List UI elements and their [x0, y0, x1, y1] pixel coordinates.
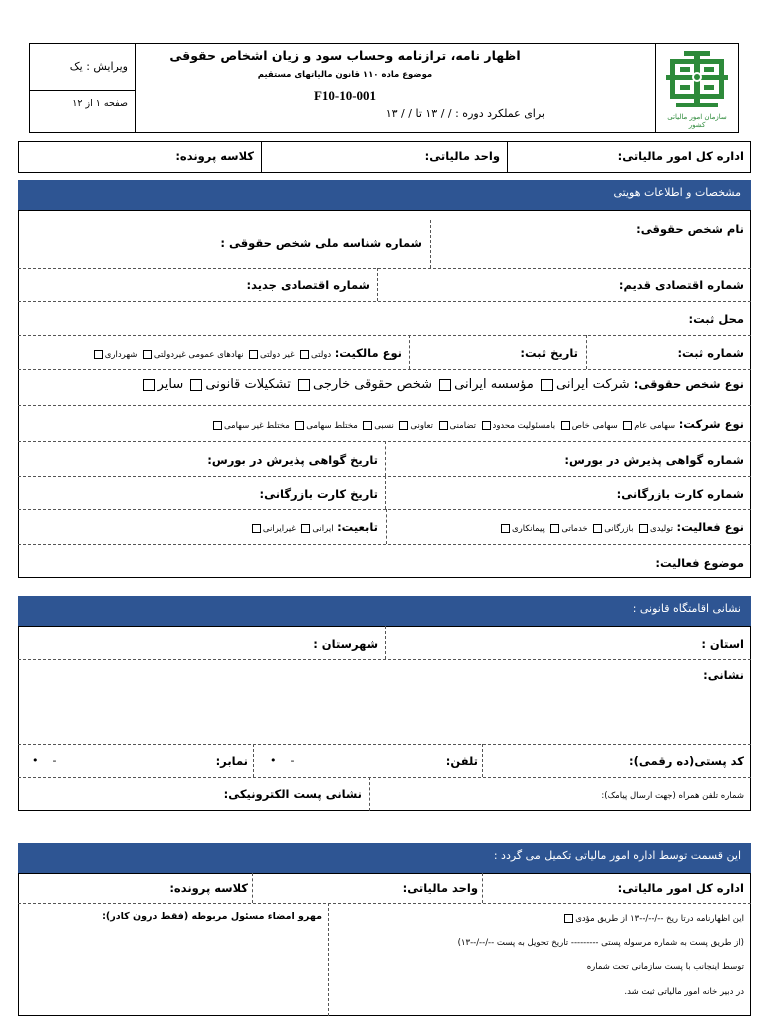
entity-type-checkbox[interactable] [298, 379, 310, 391]
nationality-checkbox[interactable] [252, 524, 261, 533]
company-type-option: نسبی [374, 421, 394, 431]
activity-type-row [499, 520, 744, 534]
company-type-option: سهامی خاص [571, 421, 618, 431]
company-type-row [211, 417, 744, 431]
office-use-general-office[interactable]: اداره کل امور مالیاتی: [617, 881, 744, 895]
nationality-row [250, 520, 378, 534]
legal-name-field[interactable]: نام شخص حقوقی: [636, 222, 744, 236]
fax-dash: - [52, 754, 57, 767]
ownership-checkbox[interactable] [249, 350, 258, 359]
fax-field[interactable]: نمابر: [215, 754, 248, 768]
company-type-option: سهامی عام [634, 421, 676, 431]
page-number: صفحه ۱ از ۱۲ [72, 98, 128, 109]
reg-number-field[interactable]: شماره ثبت: [677, 346, 744, 360]
general-office-field[interactable]: اداره کل امور مالیاتی: [617, 149, 744, 163]
nationality-checkbox[interactable] [301, 524, 310, 533]
company-type-checkbox[interactable] [295, 421, 304, 430]
ownership-checkbox[interactable] [143, 350, 152, 359]
entity-type-checkbox[interactable] [439, 379, 451, 391]
address-section-header: نشانی اقامتگاه قانونی : [18, 596, 751, 626]
entity-type-option: مؤسسه ایرانی [454, 377, 534, 392]
form-title: اظهار نامه، ترازنامه وحساب سود و زیان اشخاص حقوقی [169, 48, 521, 63]
activity-subject-field[interactable]: موضوع فعالیت: [655, 556, 744, 570]
company-type-checkbox[interactable] [213, 421, 222, 430]
entity-type-label: نوع شخص حقوقی: [633, 377, 744, 391]
activity-type-checkbox[interactable] [550, 524, 559, 533]
stamp-signature-area[interactable]: مهرو امضاء مسئول مربوطه (فقط درون کادر): [102, 911, 322, 922]
company-type-checkbox[interactable] [623, 421, 632, 430]
office-use-line-2: (از طریق پست به شماره مرسوله پستی --------- تاریخ تحویل به پست --/--/--۱۳) [457, 938, 744, 948]
commerce-card-date-field[interactable]: تاریخ کارت بازرگانی: [259, 487, 378, 501]
activity-type-checkbox[interactable] [593, 524, 602, 533]
phone-field[interactable]: تلفن: [445, 754, 478, 768]
ownership-option: شهرداری [104, 350, 138, 360]
file-class-field[interactable]: کلاسه پرونده: [175, 149, 254, 163]
activity-type-option: پیمانکاری [512, 524, 545, 534]
ownership-option: نهادهای عمومی غیردولتی [153, 350, 244, 360]
ownership-option: غیر دولتی [260, 350, 295, 360]
office-use-file-class[interactable]: کلاسه پرونده: [169, 881, 248, 895]
company-type-checkbox[interactable] [399, 421, 408, 430]
company-type-checkbox[interactable] [363, 421, 372, 430]
logo-caption: سازمان امور مالیاتی کشور [667, 113, 727, 129]
activity-type-option: تولیدی [649, 524, 673, 534]
reg-date-field[interactable]: تاریخ ثبت: [520, 346, 578, 360]
company-type-checkbox[interactable] [439, 421, 448, 430]
company-type-option: بامسئولیت محدود [492, 421, 556, 431]
company-type-label: نوع شرکت: [678, 417, 744, 431]
nationality-label: تابعیت: [337, 520, 378, 534]
email-field[interactable]: نشانی پست الکترونیکی: [223, 787, 362, 801]
version-label: ویرایش : یک [69, 60, 128, 73]
company-type-checkbox[interactable] [482, 421, 491, 430]
entity-type-option: شرکت ایرانی [556, 377, 630, 392]
company-type-option: مختلط غیر سهامی [223, 421, 290, 431]
activity-type-checkbox[interactable] [639, 524, 648, 533]
entity-type-checkbox[interactable] [190, 379, 202, 391]
activity-type-label: نوع فعالیت: [676, 520, 744, 534]
phone-bullet: • [270, 754, 277, 767]
company-type-option: مختلط سهامی [306, 421, 358, 431]
logo [662, 47, 732, 129]
nationality-option: ایرانی [312, 524, 334, 534]
office-use-line-1: این اظهارنامه درتا ریخ --/--/--۱۳ از طریق مؤدی [562, 914, 744, 924]
province-field[interactable]: استان : [701, 637, 744, 651]
ownership-option: دولتی [311, 350, 332, 360]
old-economic-code-field[interactable]: شماره اقتصادی قدیم: [618, 278, 744, 292]
mobile-field[interactable]: شماره تلفن همراه (جهت ارسال پیامک): [601, 791, 744, 801]
commerce-card-number-field[interactable]: شماره کارت بازرگانی: [616, 487, 744, 501]
postal-code-field[interactable]: کد پستی(ده رقمی): [629, 754, 744, 768]
entity-type-option: شخص حقوقی خارجی [312, 377, 432, 392]
company-type-checkbox[interactable] [561, 421, 570, 430]
activity-type-option: بازرگانی [604, 524, 634, 534]
entity-type-checkbox[interactable] [143, 379, 155, 391]
tax-unit-field[interactable]: واحد مالیاتی: [424, 149, 500, 163]
entity-type-row [140, 377, 744, 392]
entity-type-checkbox[interactable] [541, 379, 553, 391]
office-use-section-header: این قسمت توسط اداره امور مالیاتی تکمیل می گردد : [18, 843, 751, 873]
ownership-row [92, 346, 402, 360]
reg-place-field[interactable]: محل ثبت: [688, 312, 744, 326]
new-economic-code-field[interactable]: شماره اقتصادی جدید: [246, 278, 370, 292]
ownership-checkbox[interactable] [300, 350, 309, 359]
city-field[interactable]: شهرستان : [313, 637, 378, 651]
period-line: برای عملکرد دوره : / / ۱۳ تا / / ۱۳ [385, 107, 545, 120]
address-field[interactable]: نشانی: [703, 668, 744, 682]
phone-dash: - [290, 754, 295, 767]
form-subtitle: موضوع ماده ۱۱۰ قانون مالیاتهای مستقیم [257, 70, 433, 80]
office-use-line-3: توسط اینجانب با پست سازمانی تحت شماره [586, 962, 744, 972]
fax-bullet: • [32, 754, 39, 767]
office-use-line-4: در دبیر خانه امور مالیاتی ثبت شد. [624, 987, 744, 997]
nationality-option: غیرایرانی [262, 524, 296, 534]
ownership-label: نوع مالکیت: [334, 346, 402, 360]
company-type-option: تعاونی [410, 421, 433, 431]
entity-type-option: سایر [157, 377, 184, 392]
ownership-checkbox[interactable] [94, 350, 103, 359]
identity-section-header: مشخصات و اطلاعات هویتی [18, 180, 751, 210]
via-taxpayer-checkbox[interactable] [564, 914, 573, 923]
activity-type-option: خدماتی [561, 524, 588, 534]
company-type-option: تضامنی [449, 421, 477, 431]
stock-cert-date-field[interactable]: تاریخ گواهی پذیرش در بورس: [207, 453, 378, 467]
activity-type-checkbox[interactable] [501, 524, 510, 533]
office-use-tax-unit[interactable]: واحد مالیاتی: [402, 881, 478, 895]
form-code: F10-10-001 [313, 88, 377, 103]
stock-cert-number-field[interactable]: شماره گواهی پذیرش در بورس: [564, 453, 744, 467]
entity-type-option: تشکیلات قانونی [205, 377, 291, 392]
national-id-field[interactable]: شماره شناسه ملی شخص حقوقی : [220, 236, 422, 250]
